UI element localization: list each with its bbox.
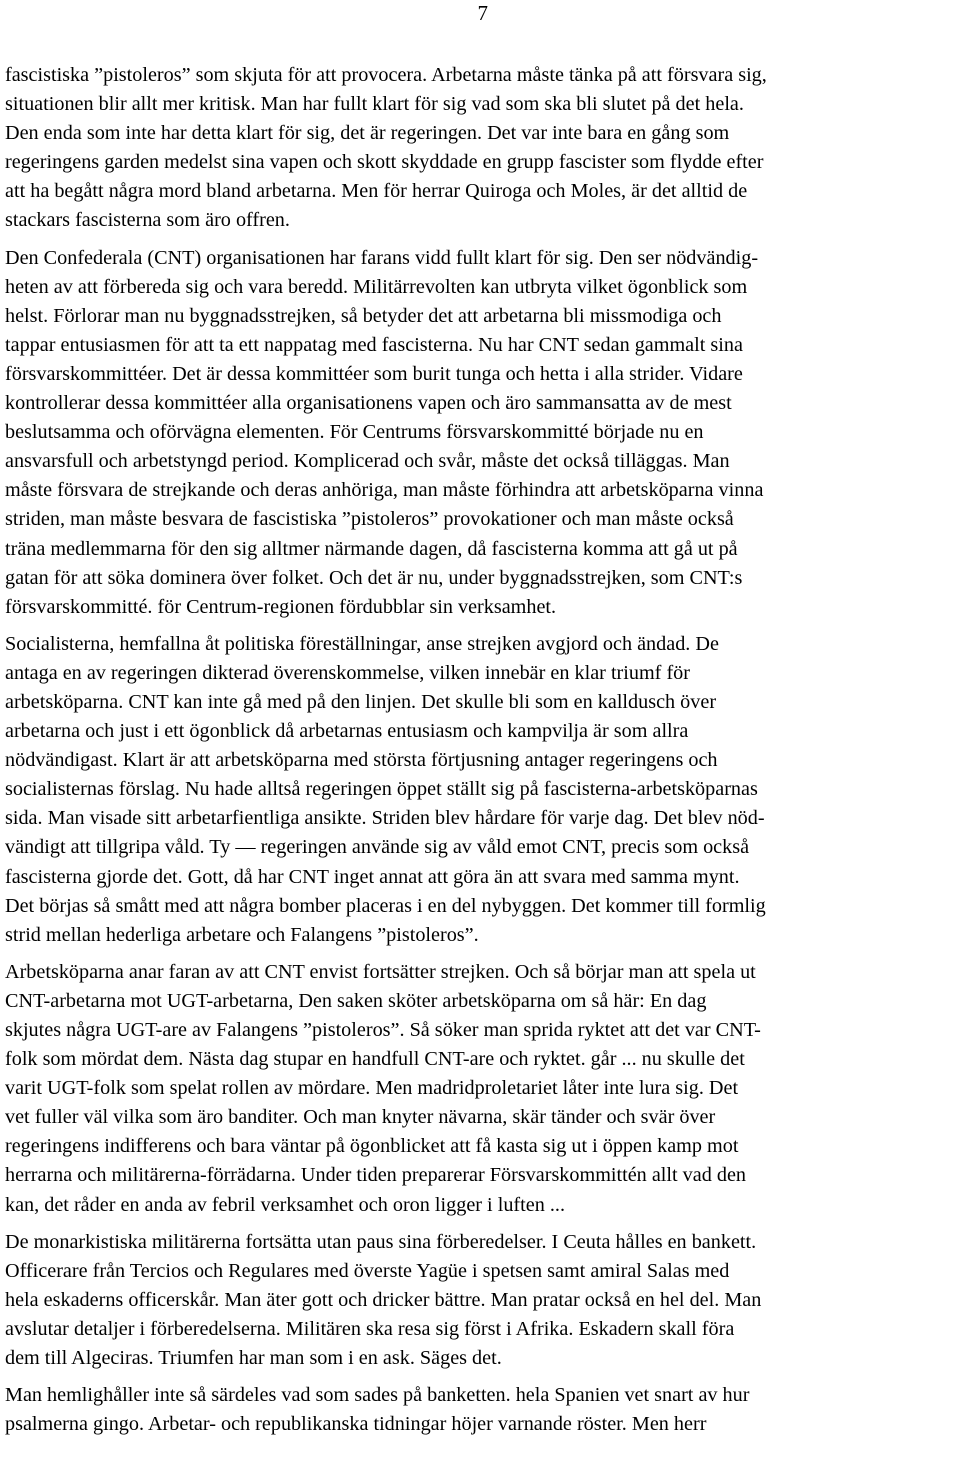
text-line: regeringens garden medelst sina vapen och skott skyddade en grupp fascister som flydde efter: [5, 151, 764, 174]
text-line: avslutar detaljer i förberedelserna. Militären ska resa sig först i Afrika. Eskadern skall föra: [5, 1317, 735, 1340]
text-line: skjutes några UGT-are av Falangens ”pistoleros”. Så söker man sprida ryktet att det var CNT-: [5, 1019, 761, 1041]
text-body: [5, 61, 955, 1447]
text-line: beslutsamma och oförvägna elementen. För Centrums försvarskommitté började nu en: [5, 421, 704, 444]
text-line: herrarna och militärerna-förrädarna. Under tiden preparerar Försvarskommittén allt vad den: [5, 1164, 747, 1187]
text-line: socialisternas förslag. Nu hade alltså regeringen öppet ställt sig på fascisterna-arbetsköparnas: [5, 778, 758, 801]
text-line: varit UGT-folk som spelat rollen av mördare. Men madridproletariet låter inte lura sig. Det: [5, 1077, 739, 1100]
text-line: strid mellan hederliga arbetare och Falangens ”pistoleros”.: [5, 923, 479, 946]
text-line: Socialisterna, hemfallna åt politiska föreställningar, anse strejken avgjord och ändad. De: [5, 632, 719, 655]
text-line: att ha begått några mord bland arbetarna. Men för herrar Quiroga och Moles, är det alltid de: [5, 180, 748, 203]
text-line: striden, man måste besvara de fascistiska ”pistoleros” provokationer och man måste också: [5, 508, 734, 531]
text-line: Man hemlighåller inte så särdeles vad som sades på banketten. hela Spanien vet snart av hur: [5, 1384, 750, 1407]
text-line: kontrollerar dessa kommittéer alla organisationens vapen och äro sammansatta av de mest: [5, 392, 732, 415]
paragraph-4: [5, 958, 955, 1220]
text-line: psalmerna gingo. Arbetar- och republikanska tidningar höjer varnande röster. Men herr: [5, 1413, 707, 1436]
text-line: Det börjas så smått med att några bomber placeras i en del nybyggen. Det kommer till formlig: [5, 894, 766, 917]
text-line: dem till Algeciras. Triumfen har man som i en ask. Säges det.: [5, 1347, 502, 1370]
text-line: Officerare från Tercios och Regulares med överste Yagüe i spetsen samt amiral Salas med: [5, 1259, 730, 1282]
text-line: ansvarsfull och arbetstyngd period. Komplicerad och svår, måste det också tilläggas. Man: [5, 450, 730, 473]
text-line: tappar entusiasmen för att ta ett nappatag med fascisterna. Nu har CNT sedan gammalt sina: [5, 333, 743, 356]
text-line: De monarkistiska militärerna fortsätta utan paus sina förberedelser. I Ceuta hålles en bankett.: [5, 1230, 757, 1253]
text-line: gatan för att söka dominera över folket. Och det är nu, under byggnadsstrejken, som CNT:s: [5, 566, 743, 589]
page-number: 7: [477, 1, 488, 25]
text-line: CNT-arbetarna mot UGT-arbetarna, Den saken sköter arbetsköparna om så här: En dag: [5, 989, 707, 1012]
text-line: Arbetsköparna anar faran av att CNT envist fortsätter strejken. Och så börjar man att spela ut: [5, 960, 756, 983]
text-line: heten av att förbereda sig och vara beredd. Militärrevolten kan utbryta vilket ögonblick som: [5, 275, 748, 298]
text-line: försvarskommitté. för Centrum-regionen fördubblar sin verksamhet.: [5, 595, 557, 618]
paragraph-1: [5, 61, 955, 236]
paragraph-2: [5, 244, 955, 622]
text-line: sida. Man visade sitt arbetarfientliga ansikte. Striden blev hårdare för varje dag. Det blev nöd-: [5, 807, 765, 830]
text-line: vet fuller väl vilka som äro banditer. Och man knyter nävarna, skär tänder och svär över: [5, 1106, 716, 1129]
text-line: måste försvara de strejkande och deras anhöriga, man måste förhindra att arbetsköparna vinna: [5, 479, 764, 502]
text-line: träna medlemmarna för den sig alltmer närmande dagen, då fascisterna komma att gå ut på: [5, 537, 738, 560]
text-line: Den enda som inte har detta klart för sig, det är regeringen. Det var inte bara en gång som: [5, 122, 730, 145]
text-line: fascistiska ”pistoleros” som skjuta för att provocera. Arbetarna måste tänka på att försvara sig,: [5, 64, 767, 86]
text-line: antaga en av regeringen dikterad överenskommelse, vilken innebär en klar triumf för: [5, 661, 690, 684]
paragraph-3: [5, 630, 955, 950]
paragraph-6: [5, 1381, 955, 1439]
text-line: kan, det råder en anda av febril verksamhet och oron ligger i luften ...: [5, 1193, 565, 1216]
text-line: försvarskommittéer. Det är dessa kommittéer som burit tunga och hetta i alla strider. Vidare: [5, 362, 743, 385]
text-line: fascisterna gjorde det. Gott, då har CNT inget annat att göra än att svara med samma mynt.: [5, 865, 740, 888]
text-line: folk som mördat dem. Nästa dag stupar en handfull CNT-are och ryktet. går ... nu skulle det: [5, 1048, 745, 1071]
text-line: arbetsköparna. CNT kan inte gå med på den linjen. Det skulle bli som en kalldusch över: [5, 690, 717, 713]
text-line: arbetarna och just i ett ögonblick då arbetarnas entusiasm och kampvilja är som allra: [5, 720, 689, 743]
text-line: stackars fascisterna som äro offren.: [5, 209, 290, 232]
text-line: vändigt att tillgripa våld. Ty — regeringen använde sig av våld emot CNT, precis som också: [5, 836, 750, 859]
text-line: situationen blir allt mer kritisk. Man har fullt klart för sig vad som ska bli slutet på det hela.: [5, 93, 744, 116]
text-line: regeringens indifferens och bara väntar på ögonblicket att få kasta sig ut i öppen kamp mot: [5, 1135, 739, 1158]
text-line: Den Confederala (CNT) organisationen har farans vidd fullt klart för sig. Den ser nödvändig-: [5, 246, 759, 269]
text-line: nödvändigast. Klart är att arbetsköparna med största förtjusning antager regeringens och: [5, 749, 718, 772]
text-line: helst. Förlorar man nu byggnadsstrejken, så betyder det att arbetarna bli missmodiga och: [5, 304, 722, 327]
paragraph-5: [5, 1228, 955, 1373]
text-line: hela eskaderns officerskår. Man äter gott och dricker bättre. Man pratar också en hel del. Man: [5, 1288, 762, 1311]
